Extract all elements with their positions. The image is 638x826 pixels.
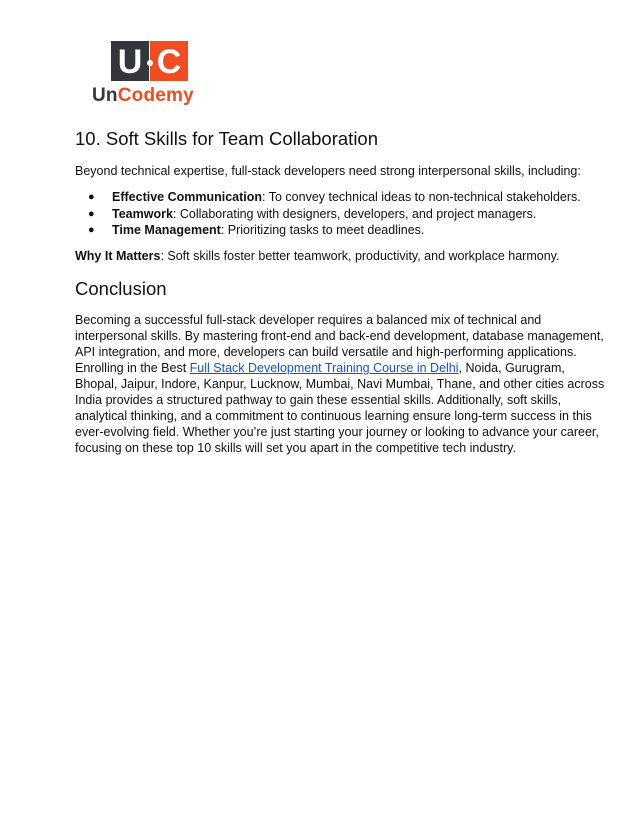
logo-dot-icon	[147, 60, 153, 66]
section-heading-soft-skills: 10. Soft Skills for Team Collaboration	[75, 128, 379, 149]
paragraph-line: analytical thinking, and a commitment to continuous learning ensure long-term success in this	[75, 409, 592, 423]
skills-bullet-list	[75, 189, 581, 239]
line-text: Enrolling in the Best	[75, 361, 190, 375]
bullet-text: : To convey technical ideas to non-technical stakeholders.	[262, 190, 581, 204]
logo-word-codemy: Codemy	[117, 85, 194, 106]
paragraph-line: API integration, and more, developers can build versatile and high-performing applications.	[75, 345, 577, 359]
course-link[interactable]: Full Stack Development Training Course in Delhi	[189, 361, 459, 375]
bullet-term: Effective Communication	[112, 190, 263, 204]
logo-mark-u: U	[111, 41, 149, 81]
list-item	[75, 222, 581, 239]
bullet-text: : Prioritizing tasks to meet deadlines.	[220, 223, 425, 237]
section-heading-conclusion: Conclusion	[75, 278, 167, 299]
paragraph-line: Bhopal, Jaipur, Indore, Kanpur, Lucknow, Mumbai, Navi Mumbai, Thane, and other cities across	[75, 377, 605, 391]
bullet-icon: ●	[88, 207, 95, 220]
uncodemy-logo	[92, 41, 196, 109]
paragraph-line: ever-evolving field. Whether you’re just starting your journey or looking to advance your career,	[75, 425, 599, 439]
logo-mark-c: C	[150, 41, 188, 81]
list-item	[75, 206, 581, 223]
bullet-term: Time Management	[112, 223, 221, 237]
why-text: : Soft skills foster better teamwork, productivity, and workplace harmony.	[160, 249, 560, 263]
why-it-matters	[75, 248, 559, 264]
line-text: , Noida, Gurugram,	[458, 361, 565, 375]
paragraph-line: Becoming a successful full-stack developer requires a balanced mix of technical and	[75, 313, 542, 327]
bullet-icon: ●	[88, 191, 95, 203]
paragraph-line	[75, 360, 575, 376]
paragraph-line: India provides a structured pathway to gain these essential skills. Additionally, soft skills,	[75, 393, 562, 407]
bullet-text: : Collaborating with designers, developers, and project managers.	[172, 206, 537, 221]
bullet-icon: ●	[88, 224, 95, 236]
section-intro: Beyond technical expertise, full-stack developers need strong interpersonal skills, including:	[75, 164, 581, 178]
logo-wordmark	[92, 85, 194, 107]
conclusion-paragraph	[75, 312, 605, 456]
list-item	[75, 189, 581, 206]
why-label: Why It Matters	[75, 249, 161, 263]
bullet-term: Teamwork	[112, 206, 173, 221]
paragraph-line: interpersonal skills. By mastering front-end and back-end development, database management,	[75, 329, 604, 343]
logo-word-un: Un	[92, 85, 118, 106]
paragraph-line: focusing on these top 10 skills will set you apart in the competitive tech industry.	[75, 441, 516, 455]
